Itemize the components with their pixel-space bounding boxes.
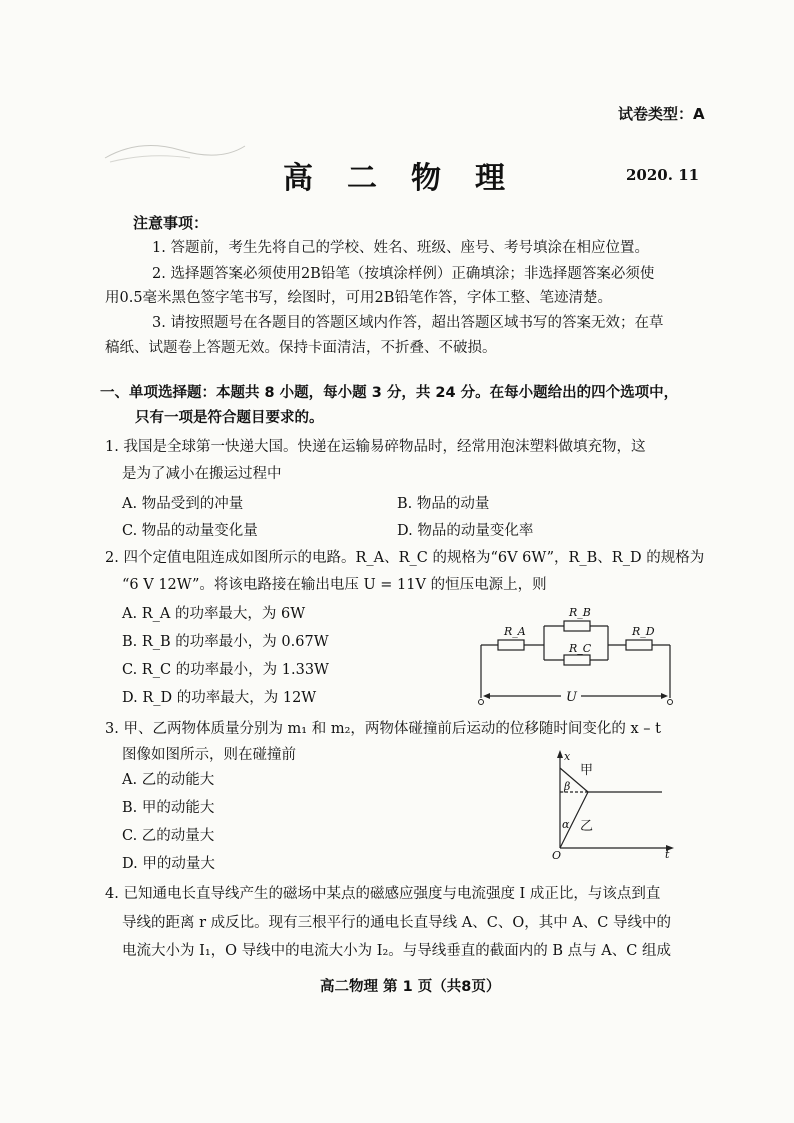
q3-option-c: C. 乙的动量大: [122, 828, 215, 844]
notice-line-3: 用0.5毫米黑色签字笔书写，绘图时，可用2B铅笔作答，字体工整、笔迹清楚。: [105, 290, 612, 306]
q2-stem-1: 2. 四个定值电阻连成如图所示的电路。R_A、R_C 的规格为“6V 6W”，R_B、R_D 的规格为: [105, 550, 705, 566]
resistor-rd: [626, 640, 652, 650]
axis-label-x: x: [564, 750, 571, 763]
notice-heading: 注意事项：: [133, 214, 209, 232]
notice-line-1: 1. 答题前，考生先将自己的学校、姓名、班级、座号、考号填涂在相应位置。: [152, 240, 649, 256]
q4-stem-1: 4. 已知通电长直导线产生的磁场中某点的磁感应强度与电流强度 I 成正比，与该点到直: [105, 886, 661, 902]
notice-line-5: 稿纸、试题卷上答题无效。保持卡面清洁，不折叠、不破损。: [105, 340, 497, 356]
label-yi: 乙: [580, 819, 594, 834]
scan-smudge: [100, 128, 250, 168]
q2-option-b: B. R_B 的功率最小，为 0.67W: [122, 634, 329, 650]
label-jia: 甲: [580, 763, 594, 778]
exam-date: 2020. 11: [626, 166, 700, 184]
q3-option-b: B. 甲的动能大: [122, 800, 215, 816]
circuit-diagram: [476, 602, 676, 710]
q2-stem-2: “6 V 12W”。将该电路接在输出电压 U = 11V 的恒压电源上，则: [122, 577, 547, 593]
label-rd: R_D: [632, 625, 655, 638]
q1-stem-1: 1. 我国是全球第一快递大国。快递在运输易碎物品时，经常用泡沫塑料做填充物，这: [105, 439, 646, 455]
section-heading: 一、单项选择题：本题共 8 小题，每小题 3 分，共 24 分。在每小题给出的四个选项中，: [100, 385, 679, 401]
q1-stem-2: 是为了减小在搬运过程中: [122, 466, 282, 482]
q4-stem-3: 电流大小为 I₁，O 导线中的电流大小为 I₂。与导线垂直的截面内的 B 点与 A、C 组成: [122, 943, 671, 959]
q1-option-b: B. 物品的动量: [397, 496, 490, 512]
resistor-rb: [564, 621, 590, 631]
q2-option-c: C. R_C 的功率最小，为 1.33W: [122, 662, 329, 678]
q3-option-a: A. 乙的动能大: [122, 772, 215, 788]
notice-line-4: 3. 请按照题号在各题目的答题区域内作答，超出答题区域书写的答案无效；在草: [152, 315, 664, 331]
section-heading-2: 只有一项是符合题目要求的。: [135, 410, 324, 426]
label-ra: R_A: [504, 625, 526, 638]
axis-label-origin: O: [552, 849, 562, 860]
resistor-rc: [564, 655, 590, 665]
notice-line-2: 2. 选择题答案必须使用2B铅笔（按填涂样例）正确填涂；非选择题答案必须使: [152, 266, 655, 282]
label-rc: R_C: [569, 642, 592, 655]
label-beta: β: [564, 780, 571, 793]
label-u: U: [566, 690, 577, 705]
q3-stem-2: 图像如图所示，则在碰撞前: [122, 747, 296, 763]
xt-graph: [550, 748, 680, 860]
resistor-ra: [498, 640, 524, 650]
page-title: 高二物理: [283, 161, 539, 196]
q3-option-d: D. 甲的动量大: [122, 856, 215, 872]
q2-option-d: D. R_D 的功率最大，为 12W: [122, 690, 317, 706]
q1-option-a: A. 物品受到的冲量: [122, 496, 244, 512]
label-alpha: α: [562, 818, 570, 831]
axis-label-t: t: [665, 848, 670, 860]
q2-option-a: A. R_A 的功率最大，为 6W: [122, 606, 306, 622]
q3-stem-1: 3. 甲、乙两物体质量分别为 m₁ 和 m₂，两物体碰撞前后运动的位移随时间变化的 x – t: [105, 721, 661, 737]
q1-option-c: C. 物品的动量变化量: [122, 523, 258, 539]
paper-type: 试卷类型：A: [618, 105, 705, 123]
page-footer: 高二物理 第 1 页（共8页）: [320, 979, 501, 995]
q4-stem-2: 导线的距离 r 成反比。现有三根平行的通电长直导线 A、C、O，其中 A、C 导线中的: [122, 915, 671, 931]
q1-option-d: D. 物品的动量变化率: [397, 523, 534, 539]
label-rb: R_B: [569, 606, 591, 619]
